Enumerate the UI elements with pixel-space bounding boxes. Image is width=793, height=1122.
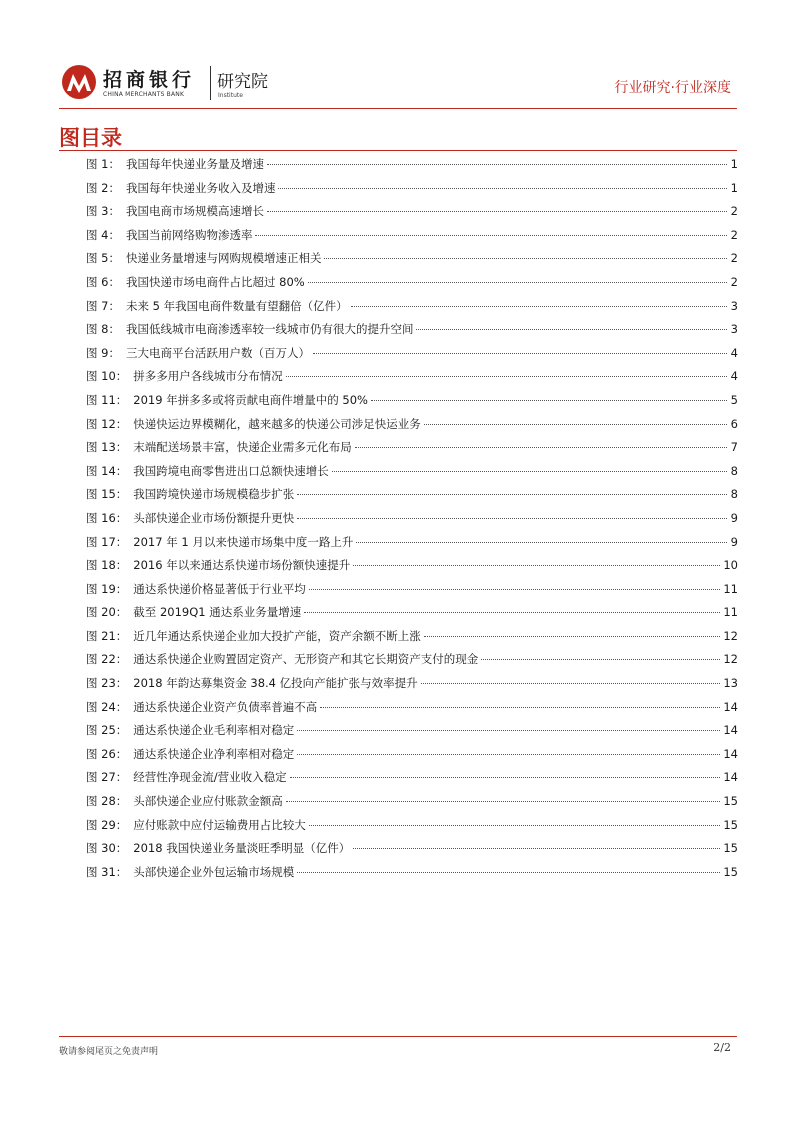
figure-number: 图 15： bbox=[86, 487, 128, 502]
toc-entry-label bbox=[86, 769, 287, 785]
toc-entry-label bbox=[86, 392, 368, 408]
figure-number: 图 20： bbox=[86, 605, 128, 620]
page-ref: 14 bbox=[723, 746, 738, 761]
figure-caption: 通达系快递企业资产负债率普遍不高 bbox=[133, 699, 318, 714]
toc-entry-label bbox=[86, 298, 348, 314]
toc-entry-label bbox=[86, 250, 321, 266]
figure-caption: 头部快递企业外包运输市场规模 bbox=[133, 864, 295, 879]
toc-entry[interactable] bbox=[86, 156, 738, 180]
toc-entry[interactable] bbox=[86, 840, 738, 864]
toc-entry[interactable] bbox=[86, 581, 738, 605]
toc-entry-label bbox=[86, 722, 294, 738]
toc-entry[interactable] bbox=[86, 864, 738, 888]
page-ref: 9 bbox=[730, 534, 738, 549]
page-ref: 12 bbox=[723, 652, 738, 667]
page-ref: 5 bbox=[730, 392, 738, 407]
toc-entry-label bbox=[86, 864, 294, 880]
figure-caption: 我国快递市场电商件占比超过 80% bbox=[125, 274, 305, 289]
dot-leader bbox=[371, 400, 727, 401]
toc-entry[interactable] bbox=[86, 675, 738, 699]
figure-number: 图 24： bbox=[86, 699, 128, 714]
figure-caption: 我国低线城市电商渗透率较一线城市仍有很大的提升空间 bbox=[125, 322, 414, 337]
page-ref: 7 bbox=[730, 440, 738, 455]
toc-title-divider bbox=[59, 150, 737, 151]
figure-caption: 快递业务量增速与网购规模增速正相关 bbox=[125, 251, 322, 266]
brand-name-en: CHINA MERCHANTS BANK bbox=[103, 91, 185, 98]
toc-entry[interactable] bbox=[86, 298, 738, 322]
toc-entry[interactable] bbox=[86, 793, 738, 817]
page-header bbox=[59, 62, 737, 104]
institute-name-en: Institute bbox=[218, 92, 243, 99]
dot-leader bbox=[313, 353, 727, 354]
toc-entry[interactable] bbox=[86, 817, 738, 841]
brand-name-cn: 招商银行 bbox=[103, 69, 196, 91]
page-ref: 10 bbox=[723, 558, 738, 573]
dot-leader bbox=[297, 494, 727, 495]
toc-entry-label bbox=[86, 156, 264, 172]
figure-number: 图 22： bbox=[86, 652, 128, 667]
dot-leader bbox=[481, 659, 720, 660]
figure-caption: 2018 年韵达募集资金 38.4 亿投向产能扩张与效率提升 bbox=[133, 676, 418, 691]
toc-entry[interactable] bbox=[86, 510, 738, 534]
toc-entry-label bbox=[86, 746, 294, 762]
toc-entry[interactable] bbox=[86, 604, 738, 628]
page-ref: 14 bbox=[723, 770, 738, 785]
toc-entry[interactable] bbox=[86, 628, 738, 652]
figure-number: 图 28： bbox=[86, 794, 128, 809]
figure-caption: 三大电商平台活跃用户数（百万人） bbox=[125, 345, 310, 360]
figure-number: 图 10： bbox=[86, 369, 128, 384]
toc-entry-label bbox=[86, 416, 421, 432]
toc-entry[interactable] bbox=[86, 746, 738, 770]
figure-number: 图 6： bbox=[86, 274, 120, 289]
figure-caption: 通达系快递企业毛利率相对稳定 bbox=[133, 723, 295, 738]
dot-leader bbox=[286, 801, 721, 802]
toc-entry[interactable] bbox=[86, 274, 738, 298]
dot-leader bbox=[353, 848, 720, 849]
dot-leader bbox=[356, 542, 727, 543]
toc-entry-label bbox=[86, 486, 294, 502]
dot-leader bbox=[353, 565, 720, 566]
dot-leader bbox=[309, 589, 721, 590]
page-ref: 12 bbox=[723, 628, 738, 643]
page-ref: 8 bbox=[730, 487, 738, 502]
dot-leader bbox=[297, 872, 720, 873]
page-ref: 1 bbox=[730, 180, 738, 195]
dot-leader bbox=[297, 754, 720, 755]
figure-number: 图 19： bbox=[86, 581, 128, 596]
dot-leader bbox=[308, 282, 727, 283]
toc-entry-label bbox=[86, 628, 421, 644]
figure-number: 图 13： bbox=[86, 440, 128, 455]
toc-entry[interactable] bbox=[86, 321, 738, 345]
toc-entry[interactable] bbox=[86, 180, 738, 204]
figure-number: 图 25： bbox=[86, 723, 128, 738]
dot-leader bbox=[355, 447, 727, 448]
figure-number: 图 27： bbox=[86, 770, 128, 785]
page-ref: 4 bbox=[730, 369, 738, 384]
figure-number: 图 30： bbox=[86, 841, 128, 856]
dot-leader bbox=[324, 258, 727, 259]
figure-number: 图 23： bbox=[86, 676, 128, 691]
dot-leader bbox=[309, 825, 721, 826]
dot-leader bbox=[332, 471, 727, 472]
figure-number: 图 3： bbox=[86, 204, 120, 219]
institute-name-cn: 研究院 bbox=[217, 72, 268, 92]
dot-leader bbox=[267, 164, 727, 165]
page-ref: 15 bbox=[723, 794, 738, 809]
figure-number: 图 1： bbox=[86, 157, 120, 171]
toc-entry[interactable] bbox=[86, 439, 738, 463]
page-ref: 14 bbox=[723, 723, 738, 738]
toc-entry[interactable] bbox=[86, 651, 738, 675]
toc-entry[interactable] bbox=[86, 463, 738, 487]
figure-caption: 头部快递企业应付账款金额高 bbox=[133, 794, 283, 809]
figure-caption: 未来 5 年我国电商件数量有望翻倍（亿件） bbox=[125, 298, 348, 313]
figure-caption: 快递快运边界模糊化，越来越多的快递公司涉足快运业务 bbox=[133, 416, 421, 431]
figure-number: 图 26： bbox=[86, 746, 128, 761]
figure-caption: 近几年通达系快递企业加大投扩产能，资产余额不断上涨 bbox=[133, 628, 421, 643]
dot-leader bbox=[278, 188, 727, 189]
figure-number: 图 7： bbox=[86, 298, 120, 313]
toc-entry-label bbox=[86, 274, 305, 290]
toc-entry[interactable] bbox=[86, 250, 738, 274]
toc-entry-label bbox=[86, 675, 418, 691]
toc-entry-label bbox=[86, 651, 478, 667]
dot-leader bbox=[286, 376, 727, 377]
toc-entry-label bbox=[86, 345, 310, 361]
toc-entry-label bbox=[86, 793, 283, 809]
toc-entry-label bbox=[86, 439, 352, 455]
figure-caption: 应付账款中应付运输费用占比较大 bbox=[133, 817, 306, 832]
page-ref: 4 bbox=[730, 345, 738, 360]
page-ref: 6 bbox=[730, 416, 738, 431]
dot-leader bbox=[320, 707, 720, 708]
figure-caption: 我国跨境电商零售进出口总额快速增长 bbox=[133, 463, 329, 478]
toc-entry-label bbox=[86, 581, 306, 597]
footer-divider bbox=[59, 1036, 737, 1037]
figure-caption: 我国每年快递业务收入及增速 bbox=[125, 180, 276, 195]
toc-entry[interactable] bbox=[86, 392, 738, 416]
logo-divider bbox=[210, 66, 211, 100]
page-ref: 2 bbox=[730, 274, 738, 289]
figure-caption: 2019 年拼多多或将贡献电商件增量中的 50% bbox=[133, 392, 368, 407]
toc-entry-label bbox=[86, 368, 283, 384]
figure-number: 图 31： bbox=[86, 864, 128, 879]
dot-leader bbox=[290, 777, 721, 778]
toc-entry-label bbox=[86, 557, 350, 573]
toc-entry-label bbox=[86, 180, 275, 196]
page-ref: 8 bbox=[730, 463, 738, 478]
toc-entry-label bbox=[86, 840, 350, 856]
toc-entry[interactable] bbox=[86, 203, 738, 227]
figure-caption: 末端配送场景丰富，快递企业需多元化布局 bbox=[133, 440, 352, 455]
toc-entry-label bbox=[86, 463, 329, 479]
toc-entry[interactable] bbox=[86, 769, 738, 793]
figure-caption: 通达系快递价格显著低于行业平均 bbox=[133, 581, 306, 596]
toc-entry-label bbox=[86, 321, 413, 337]
page-ref: 2 bbox=[730, 204, 738, 219]
toc-entry[interactable] bbox=[86, 722, 738, 746]
figure-number: 图 17： bbox=[86, 534, 128, 549]
page-ref: 13 bbox=[723, 676, 738, 691]
dot-leader bbox=[424, 424, 727, 425]
toc-entry[interactable] bbox=[86, 534, 738, 558]
figure-caption: 我国每年快递业务量及增速 bbox=[125, 157, 264, 171]
figure-caption: 拼多多用户各线城市分布情况 bbox=[133, 369, 283, 384]
figure-number: 图 18： bbox=[86, 558, 128, 573]
report-type-label: 行业研究·行业深度 bbox=[614, 80, 731, 96]
figure-number: 图 16： bbox=[86, 510, 128, 525]
page-ref: 15 bbox=[723, 817, 738, 832]
dot-leader bbox=[267, 211, 727, 212]
figure-caption: 经营性净现金流/营业收入稳定 bbox=[133, 770, 287, 785]
figure-number: 图 4： bbox=[86, 227, 120, 242]
dot-leader bbox=[304, 612, 720, 613]
page-ref: 9 bbox=[730, 510, 738, 525]
figure-number: 图 21： bbox=[86, 628, 128, 643]
toc-entry[interactable] bbox=[86, 486, 738, 510]
toc-title: 图目录 bbox=[59, 126, 122, 150]
page-number: 2/2 bbox=[713, 1041, 731, 1054]
figure-caption: 头部快递企业市场份额提升更快 bbox=[133, 510, 295, 525]
page-ref: 14 bbox=[723, 699, 738, 714]
figure-number: 图 11： bbox=[86, 392, 128, 407]
toc-entry[interactable] bbox=[86, 699, 738, 723]
toc-entry-label bbox=[86, 534, 353, 550]
figure-caption: 通达系快递企业净利率相对稳定 bbox=[133, 746, 295, 761]
toc-entry-label bbox=[86, 510, 294, 526]
figure-number: 图 9： bbox=[86, 345, 120, 360]
toc-entry-label bbox=[86, 203, 264, 219]
toc-entry[interactable] bbox=[86, 557, 738, 581]
dot-leader bbox=[297, 518, 727, 519]
header-divider bbox=[59, 108, 737, 109]
toc-entry[interactable] bbox=[86, 416, 738, 440]
page-ref: 11 bbox=[723, 605, 738, 620]
page-ref: 1 bbox=[730, 157, 738, 171]
toc-entry[interactable] bbox=[86, 345, 738, 369]
toc-entry-label bbox=[86, 817, 306, 833]
footer-disclaimer: 敬请参阅尾页之免责声明 bbox=[59, 1047, 159, 1057]
dot-leader bbox=[424, 636, 721, 637]
figure-caption: 我国当前网络购物渗透率 bbox=[125, 227, 253, 242]
figure-caption: 2017 年 1 月以来快递市场集中度一路上升 bbox=[133, 534, 354, 549]
toc-entry-label bbox=[86, 227, 252, 243]
dot-leader bbox=[351, 306, 727, 307]
cmb-logo-icon bbox=[61, 64, 97, 100]
figure-number: 图 29： bbox=[86, 817, 128, 832]
page-ref: 3 bbox=[730, 298, 738, 313]
figure-number: 图 14： bbox=[86, 463, 128, 478]
page-ref: 2 bbox=[730, 227, 738, 242]
figure-number: 图 2： bbox=[86, 180, 120, 195]
page-ref: 15 bbox=[723, 841, 738, 856]
figure-number: 图 12： bbox=[86, 416, 128, 431]
figure-caption: 我国跨境快递市场规模稳步扩张 bbox=[133, 487, 295, 502]
page-ref: 2 bbox=[730, 251, 738, 266]
dot-leader bbox=[421, 683, 721, 684]
toc-entry-label bbox=[86, 604, 301, 620]
figure-caption: 通达系快递企业购置固定资产、无形资产和其它长期资产支付的现金 bbox=[133, 652, 479, 667]
toc-entry-label bbox=[86, 699, 317, 715]
page-ref: 15 bbox=[723, 864, 738, 879]
toc-entry[interactable] bbox=[86, 227, 738, 251]
page-ref: 3 bbox=[730, 322, 738, 337]
figure-list bbox=[86, 156, 738, 887]
dot-leader bbox=[297, 730, 720, 731]
figure-caption: 截至 2019Q1 通达系业务量增速 bbox=[133, 605, 302, 620]
page-ref: 11 bbox=[723, 581, 738, 596]
figure-caption: 2016 年以来通达系快递市场份额快速提升 bbox=[133, 558, 351, 573]
figure-number: 图 8： bbox=[86, 322, 120, 337]
toc-entry[interactable] bbox=[86, 368, 738, 392]
dot-leader bbox=[255, 235, 727, 236]
figure-caption: 2018 我国快递业务量淡旺季明显（亿件） bbox=[133, 841, 351, 856]
dot-leader bbox=[416, 329, 727, 330]
figure-caption: 我国电商市场规模高速增长 bbox=[125, 204, 264, 219]
figure-number: 图 5： bbox=[86, 251, 120, 266]
